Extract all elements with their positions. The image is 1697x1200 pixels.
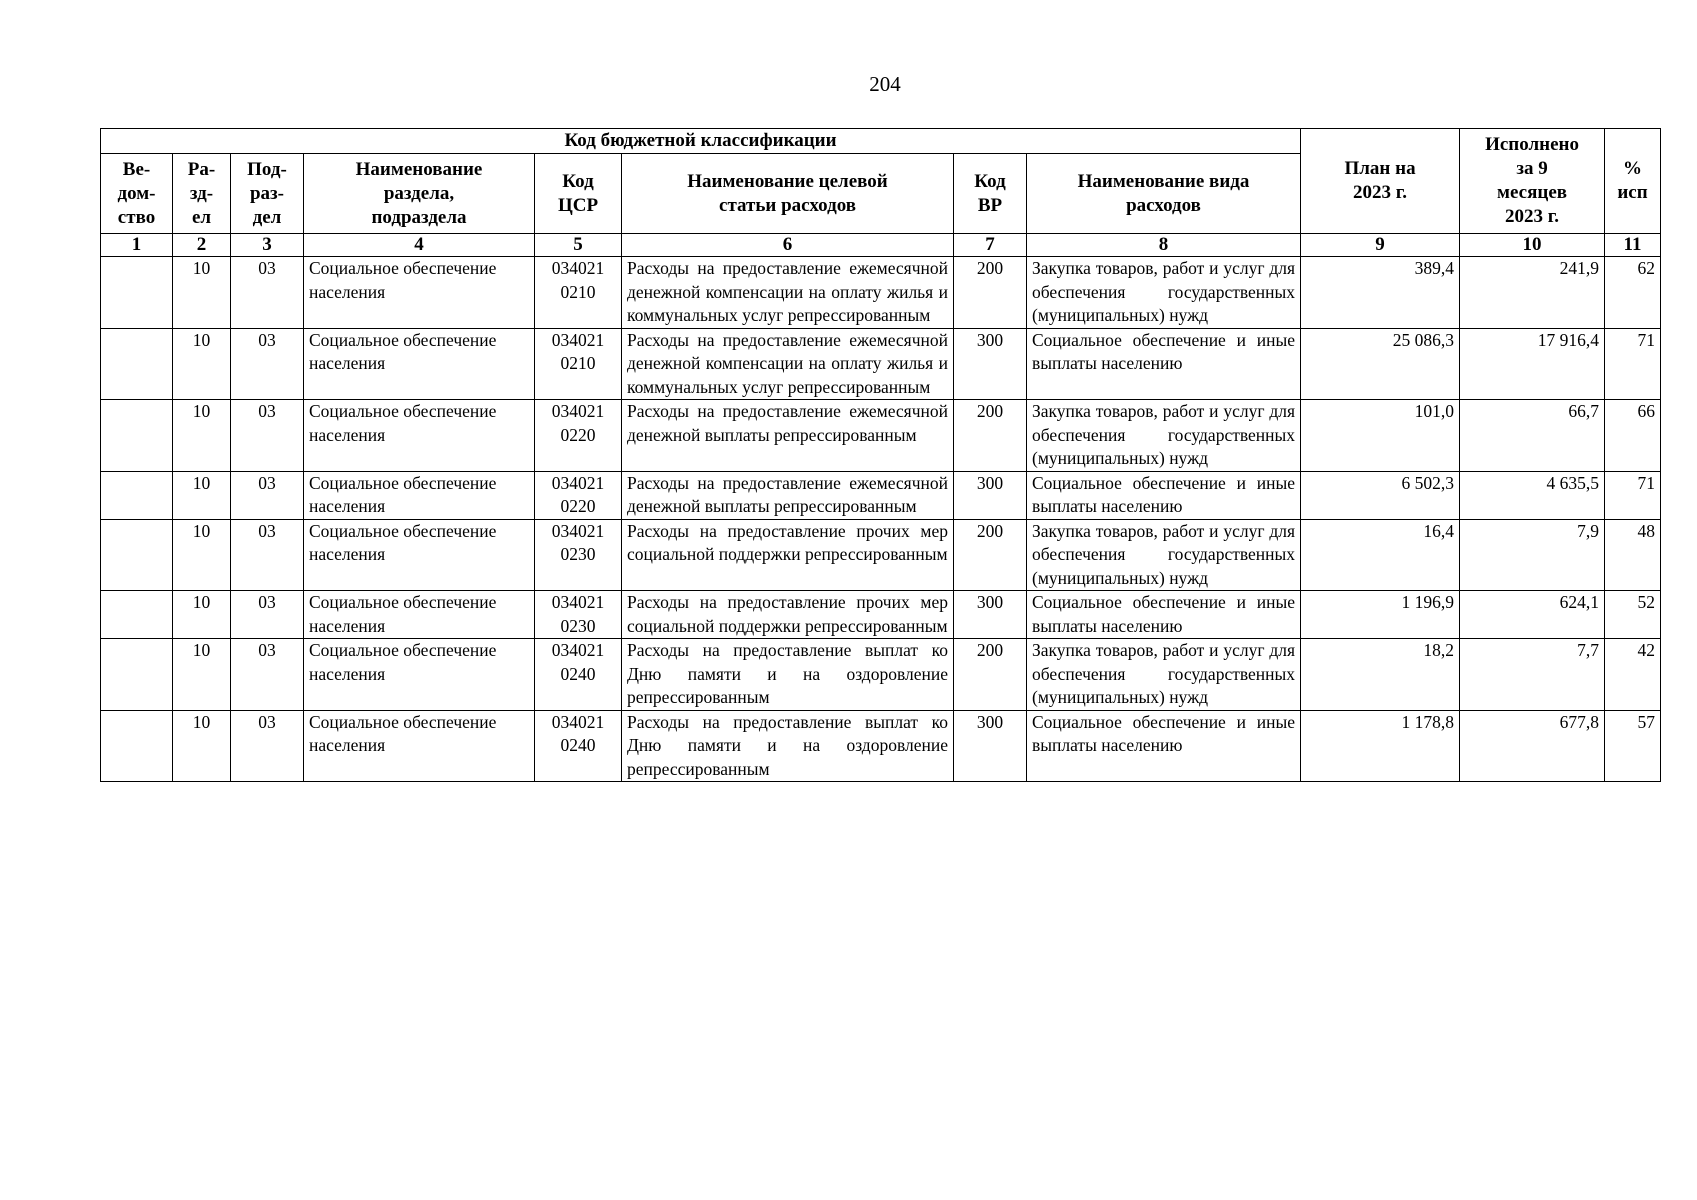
header-razdel: Ра- зд- ел xyxy=(173,154,231,234)
cell-razdel-name: Социальное обеспечение населения xyxy=(304,639,535,711)
column-number: 2 xyxy=(173,234,231,257)
cell-target-name: Расходы на предоставление выплат ко Дню памяти и на оздоровление репрессированным xyxy=(622,710,954,782)
cell-razdel-name: Социальное обеспечение населения xyxy=(304,328,535,400)
cell-vedomstvo xyxy=(101,400,173,472)
header-plan: План на 2023 г. xyxy=(1301,129,1460,234)
cell-csr: 034021 0240 xyxy=(535,639,622,711)
cell-vedomstvo xyxy=(101,328,173,400)
column-number: 3 xyxy=(231,234,304,257)
cell-percent: 66 xyxy=(1605,400,1661,472)
header-group-title: Код бюджетной классификации xyxy=(101,129,1301,154)
column-number: 8 xyxy=(1027,234,1301,257)
cell-razdel: 10 xyxy=(173,591,231,639)
cell-target-name: Расходы на предоставление выплат ко Дню памяти и на оздоровление репрессированным xyxy=(622,639,954,711)
cell-executed: 66,7 xyxy=(1460,400,1605,472)
column-number: 9 xyxy=(1301,234,1460,257)
cell-razdel-name: Социальное обеспечение населения xyxy=(304,710,535,782)
cell-vedomstvo xyxy=(101,519,173,591)
table-row xyxy=(101,710,1661,782)
cell-vr-name: Закупка товаров, работ и услуг для обеспечения государственных (муниципальных) нужд xyxy=(1027,639,1301,711)
column-number: 7 xyxy=(954,234,1027,257)
cell-percent: 48 xyxy=(1605,519,1661,591)
cell-csr: 034021 0220 xyxy=(535,400,622,472)
cell-target-name: Расходы на предоставление ежемесячной денежной компенсации на оплату жилья и коммунальных услуг репрессированным xyxy=(622,328,954,400)
cell-podrazdel: 03 xyxy=(231,400,304,472)
table-row xyxy=(101,400,1661,472)
cell-plan: 25 086,3 xyxy=(1301,328,1460,400)
cell-target-name: Расходы на предоставление ежемесячной денежной выплаты репрессированным xyxy=(622,471,954,519)
cell-executed: 4 635,5 xyxy=(1460,471,1605,519)
column-numbers-row xyxy=(101,234,1661,257)
cell-executed: 7,7 xyxy=(1460,639,1605,711)
cell-podrazdel: 03 xyxy=(231,257,304,329)
budget-table xyxy=(100,128,1661,782)
cell-plan: 18,2 xyxy=(1301,639,1460,711)
cell-podrazdel: 03 xyxy=(231,519,304,591)
cell-percent: 62 xyxy=(1605,257,1661,329)
cell-podrazdel: 03 xyxy=(231,639,304,711)
header-target-name: Наименование целевой статьи расходов xyxy=(622,154,954,234)
cell-vedomstvo xyxy=(101,257,173,329)
cell-percent: 71 xyxy=(1605,471,1661,519)
cell-percent: 42 xyxy=(1605,639,1661,711)
column-number: 10 xyxy=(1460,234,1605,257)
header-vr: Код ВР xyxy=(954,154,1027,234)
cell-vr-name: Социальное обеспечение и иные выплаты населению xyxy=(1027,591,1301,639)
cell-vr: 300 xyxy=(954,591,1027,639)
cell-csr: 034021 0220 xyxy=(535,471,622,519)
cell-executed: 17 916,4 xyxy=(1460,328,1605,400)
cell-csr: 034021 0210 xyxy=(535,257,622,329)
cell-razdel: 10 xyxy=(173,471,231,519)
cell-percent: 52 xyxy=(1605,591,1661,639)
cell-razdel: 10 xyxy=(173,519,231,591)
cell-vr-name: Закупка товаров, работ и услуг для обеспечения государственных (муниципальных) нужд xyxy=(1027,400,1301,472)
cell-vedomstvo xyxy=(101,639,173,711)
cell-razdel: 10 xyxy=(173,400,231,472)
table-row xyxy=(101,639,1661,711)
table-row xyxy=(101,328,1661,400)
cell-razdel-name: Социальное обеспечение населения xyxy=(304,591,535,639)
cell-executed: 7,9 xyxy=(1460,519,1605,591)
column-number: 1 xyxy=(101,234,173,257)
cell-vr-name: Закупка товаров, работ и услуг для обеспечения государственных (муниципальных) нужд xyxy=(1027,519,1301,591)
table-row xyxy=(101,591,1661,639)
cell-vr-name: Закупка товаров, работ и услуг для обеспечения государственных (муниципальных) нужд xyxy=(1027,257,1301,329)
cell-vr-name: Социальное обеспечение и иные выплаты населению xyxy=(1027,471,1301,519)
cell-vr: 300 xyxy=(954,710,1027,782)
cell-vr: 200 xyxy=(954,639,1027,711)
header-executed: Исполнено за 9 месяцев 2023 г. xyxy=(1460,129,1605,234)
cell-percent: 57 xyxy=(1605,710,1661,782)
cell-csr: 034021 0240 xyxy=(535,710,622,782)
cell-target-name: Расходы на предоставление ежемесячной денежной выплаты репрессированным xyxy=(622,400,954,472)
cell-plan: 16,4 xyxy=(1301,519,1460,591)
cell-podrazdel: 03 xyxy=(231,710,304,782)
cell-podrazdel: 03 xyxy=(231,328,304,400)
column-number: 11 xyxy=(1605,234,1661,257)
cell-plan: 389,4 xyxy=(1301,257,1460,329)
cell-csr: 034021 0230 xyxy=(535,519,622,591)
cell-podrazdel: 03 xyxy=(231,591,304,639)
cell-razdel: 10 xyxy=(173,710,231,782)
cell-vr: 200 xyxy=(954,257,1027,329)
header-csr: Код ЦСР xyxy=(535,154,622,234)
header-podrazdel: Под- раз- дел xyxy=(231,154,304,234)
cell-csr: 034021 0210 xyxy=(535,328,622,400)
cell-percent: 71 xyxy=(1605,328,1661,400)
column-number: 4 xyxy=(304,234,535,257)
cell-executed: 624,1 xyxy=(1460,591,1605,639)
cell-vedomstvo xyxy=(101,471,173,519)
table-row xyxy=(101,471,1661,519)
cell-vr: 200 xyxy=(954,519,1027,591)
cell-csr: 034021 0230 xyxy=(535,591,622,639)
cell-razdel: 10 xyxy=(173,639,231,711)
cell-razdel: 10 xyxy=(173,328,231,400)
cell-vr: 300 xyxy=(954,471,1027,519)
cell-plan: 1 196,9 xyxy=(1301,591,1460,639)
table-body xyxy=(101,257,1661,782)
cell-target-name: Расходы на предоставление прочих мер социальной поддержки репрессированным xyxy=(622,591,954,639)
cell-razdel-name: Социальное обеспечение населения xyxy=(304,519,535,591)
column-number: 5 xyxy=(535,234,622,257)
cell-vedomstvo xyxy=(101,710,173,782)
header-razdel-name: Наименование раздела, подраздела xyxy=(304,154,535,234)
cell-target-name: Расходы на предоставление ежемесячной денежной компенсации на оплату жилья и коммунальных услуг репрессированным xyxy=(622,257,954,329)
page-number: 204 xyxy=(869,72,901,96)
cell-razdel: 10 xyxy=(173,257,231,329)
cell-vr: 300 xyxy=(954,328,1027,400)
header-percent: % исп xyxy=(1605,129,1661,234)
cell-vr-name: Социальное обеспечение и иные выплаты населению xyxy=(1027,328,1301,400)
cell-plan: 101,0 xyxy=(1301,400,1460,472)
cell-vr-name: Социальное обеспечение и иные выплаты населению xyxy=(1027,710,1301,782)
cell-executed: 241,9 xyxy=(1460,257,1605,329)
table-row xyxy=(101,257,1661,329)
cell-razdel-name: Социальное обеспечение населения xyxy=(304,400,535,472)
table-row xyxy=(101,519,1661,591)
column-number: 6 xyxy=(622,234,954,257)
header-vedomstvo: Ве- дом- ство xyxy=(101,154,173,234)
cell-vedomstvo xyxy=(101,591,173,639)
cell-plan: 6 502,3 xyxy=(1301,471,1460,519)
cell-razdel-name: Социальное обеспечение населения xyxy=(304,471,535,519)
cell-podrazdel: 03 xyxy=(231,471,304,519)
cell-target-name: Расходы на предоставление прочих мер социальной поддержки репрессированным xyxy=(622,519,954,591)
cell-vr: 200 xyxy=(954,400,1027,472)
cell-razdel-name: Социальное обеспечение населения xyxy=(304,257,535,329)
cell-executed: 677,8 xyxy=(1460,710,1605,782)
cell-plan: 1 178,8 xyxy=(1301,710,1460,782)
header-vr-name: Наименование вида расходов xyxy=(1027,154,1301,234)
